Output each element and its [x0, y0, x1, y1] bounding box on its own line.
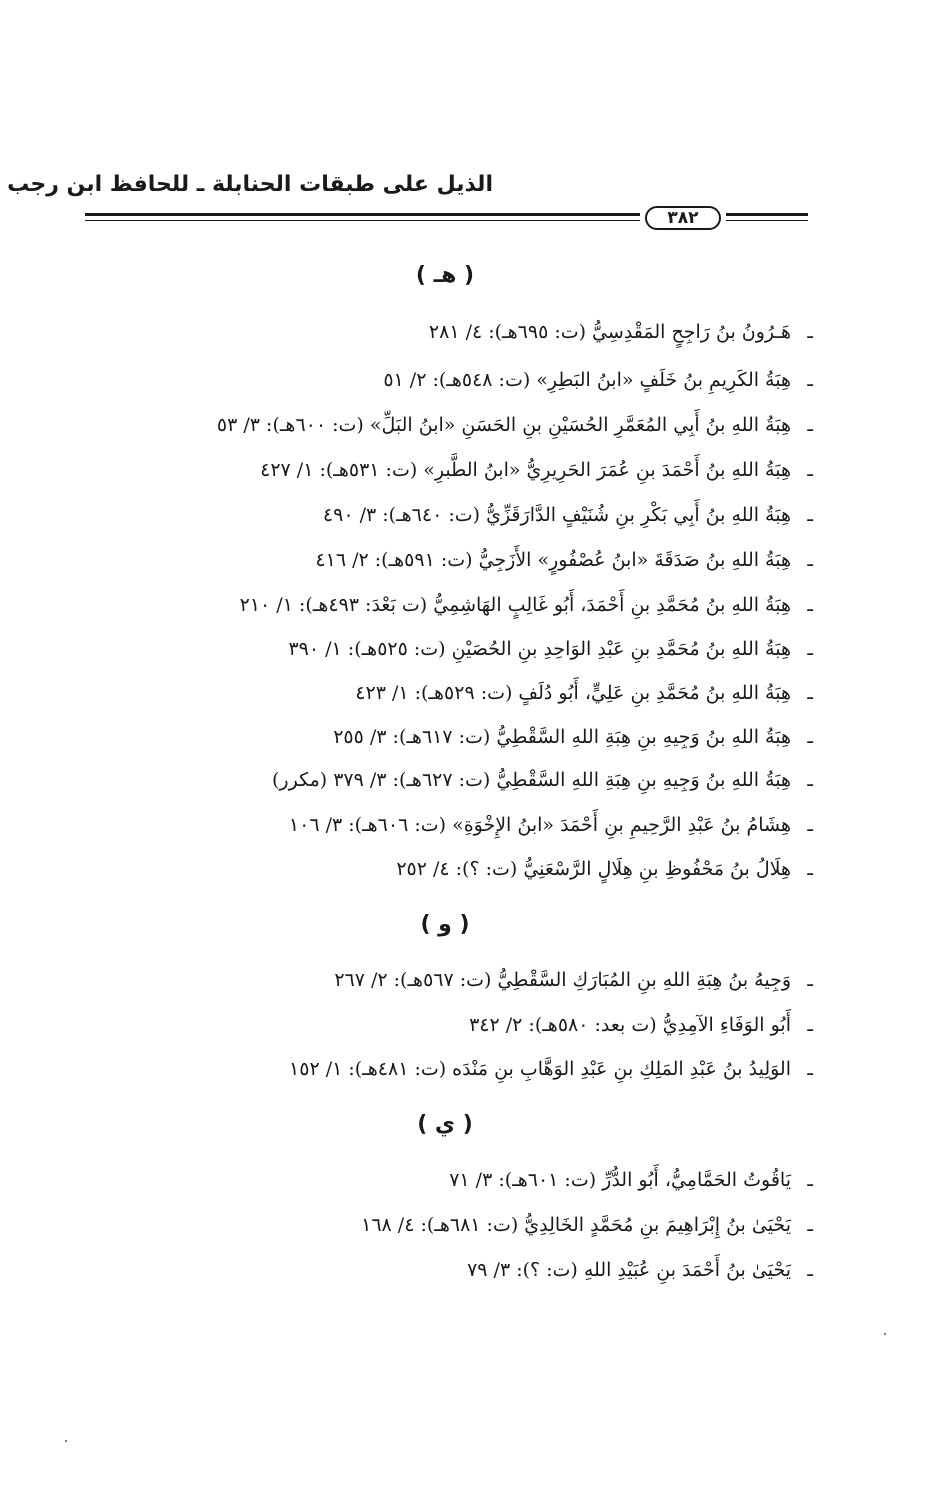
- list-item: ـيَحْيَىٰ بنُ أَحْمَدَ بنِ عُبَيْدِ اللهِ (ت: ؟): ٣/ ٧٩: [467, 1259, 813, 1281]
- list-item: ـهِشَامُ بنُ عَبْدِ الرَّحِيمِ بنِ أَحْمَدَ «ابنُ الإِخْوَةِ» (ت: ٦٠٦هـ): ٣/ ١٠٦: [288, 814, 813, 836]
- rule-left-thick: [85, 213, 640, 216]
- list-item: ـهِبَةُ اللهِ بنُ صَدَقَةَ «ابنُ عُصْفُورٍ» الأَزَجِيُّ (ت: ٥٩١هـ): ٢/ ٤١٦: [315, 549, 813, 571]
- list-item: ـهِبَةُ اللهِ بنُ مُحَمَّدِ بنِ عَبْدِ الوَاحِدِ بنِ الحُصَيْنِ (ت: ٥٢٥هـ): ١/ ٣٩٠: [288, 638, 813, 660]
- rule-right-thin: [726, 220, 808, 221]
- list-item: ـيَاقُوتُ الحَمَّامِيُّ، أَبُو الدُّرِّ (ت: ٦٠١هـ): ٣/ ٧١: [449, 1169, 813, 1191]
- list-item: ـيَحْيَىٰ بنُ إِبْرَاهِيمَ بنِ مُحَمَّدٍ الخَالِدِيُّ (ت: ٦٨١هـ): ٤/ ١٦٨: [361, 1214, 813, 1236]
- list-item: ـهِبَةُ اللهِ بنُ مُحَمَّدِ بنِ عَلِيٍّ، أَبُو دُلَفٍ (ت: ٥٢٩هـ): ١/ ٤٢٣: [355, 682, 813, 704]
- list-item: ـهِبَةُ اللهِ بنُ أَبِي بَكْرِ بنِ شُنَيْفٍ الدَّارَقَزِّيُّ (ت: ٦٤٠هـ): ٣/ ٤٩٠: [322, 504, 813, 526]
- rule-right-thick: [726, 213, 808, 216]
- page-number: ٣٨٢: [645, 206, 721, 230]
- rule-left-thin: [85, 220, 640, 221]
- section-heading: ( هـ ): [415, 263, 475, 288]
- list-item: ـأَبُو الوَفَاءِ الآمِدِيُّ (ت بعد: ٥٨٠هـ): ٢/ ٣٤٢: [469, 1014, 813, 1036]
- list-item: ـهِبَةُ اللهِ بنُ وَجِيهِ بنِ هِبَةِ اللهِ السَّقْطِيُّ (ت: ٦٢٧هـ): ٣/ ٣٧٩ (مكرر): [272, 769, 813, 791]
- list-item: ـهِبَةُ اللهِ بنُ وَجِيهِ بنِ هِبَةِ اللهِ السَّقْطِيُّ (ت: ٦١٧هـ): ٣/ ٢٥٥: [333, 726, 813, 748]
- list-item: ـهِبَةُ اللهِ بنُ أَحْمَدَ بنِ عُمَرَ الحَرِيرِيُّ «ابنُ الطَّبرِ» (ت: ٥٣١هـ): ١/ ٤٢٧: [260, 459, 813, 481]
- list-item: ـهَـرُونُ بنُ رَاجِحٍ المَقْدِسِيُّ (ت: ٦٩٥هـ): ٤/ ٢٨١: [428, 321, 813, 343]
- list-item: ـالوَلِيدُ بنُ عَبْدِ المَلِكِ بنِ عَبْدِ الوَهَّابِ بنِ مَنْدَه (ت: ٤٨١هـ): ١/ ١٥٢: [289, 1058, 813, 1080]
- scan-speck: [65, 1440, 67, 1442]
- running-title: الذيل على طبقات الحنابلة ـ للحافظ ابن رجب: [7, 172, 493, 197]
- list-item: ـهِبَةُ اللهِ بنُ أَبِي المُعَمَّرِ الحُسَيْنِ بنِ الحَسَنِ «ابنُ البَلِّ» (ت: ٦٠٠هـ): ٣/ ٥٣: [216, 414, 813, 436]
- list-item: ـهِبَةُ اللهِ بنُ مُحَمَّدِ بنِ أَحْمَدَ، أَبُو غَالِبٍ الهَاشِمِيُّ (ت بَعْدَ: ٤٩٣هـ): ١/ ٢١٠: [239, 594, 813, 616]
- list-item: ـوَجِيهُ بنُ هِبَةِ اللهِ بنِ المُبَارَكِ السَّقْطِيُّ (ت: ٥٦٧هـ): ٢/ ٢٦٧: [334, 969, 813, 991]
- list-item: ـهِلَالُ بنُ مَحْفُوظِ بنِ هِلَالٍ الرَّسْعَنِيُّ (ت: ؟): ٤/ ٢٥٢: [396, 858, 813, 880]
- list-item: ـهِبَةُ الكَرِيمِ بنُ خَلَفٍ «ابنُ البَطِرِ» (ت: ٥٤٨هـ): ٢/ ٥١: [383, 369, 813, 391]
- header-rule: [80, 206, 808, 230]
- scan-speck: [884, 1333, 886, 1335]
- section-heading: ( ي ): [417, 1112, 473, 1137]
- section-heading: ( و ): [420, 912, 470, 937]
